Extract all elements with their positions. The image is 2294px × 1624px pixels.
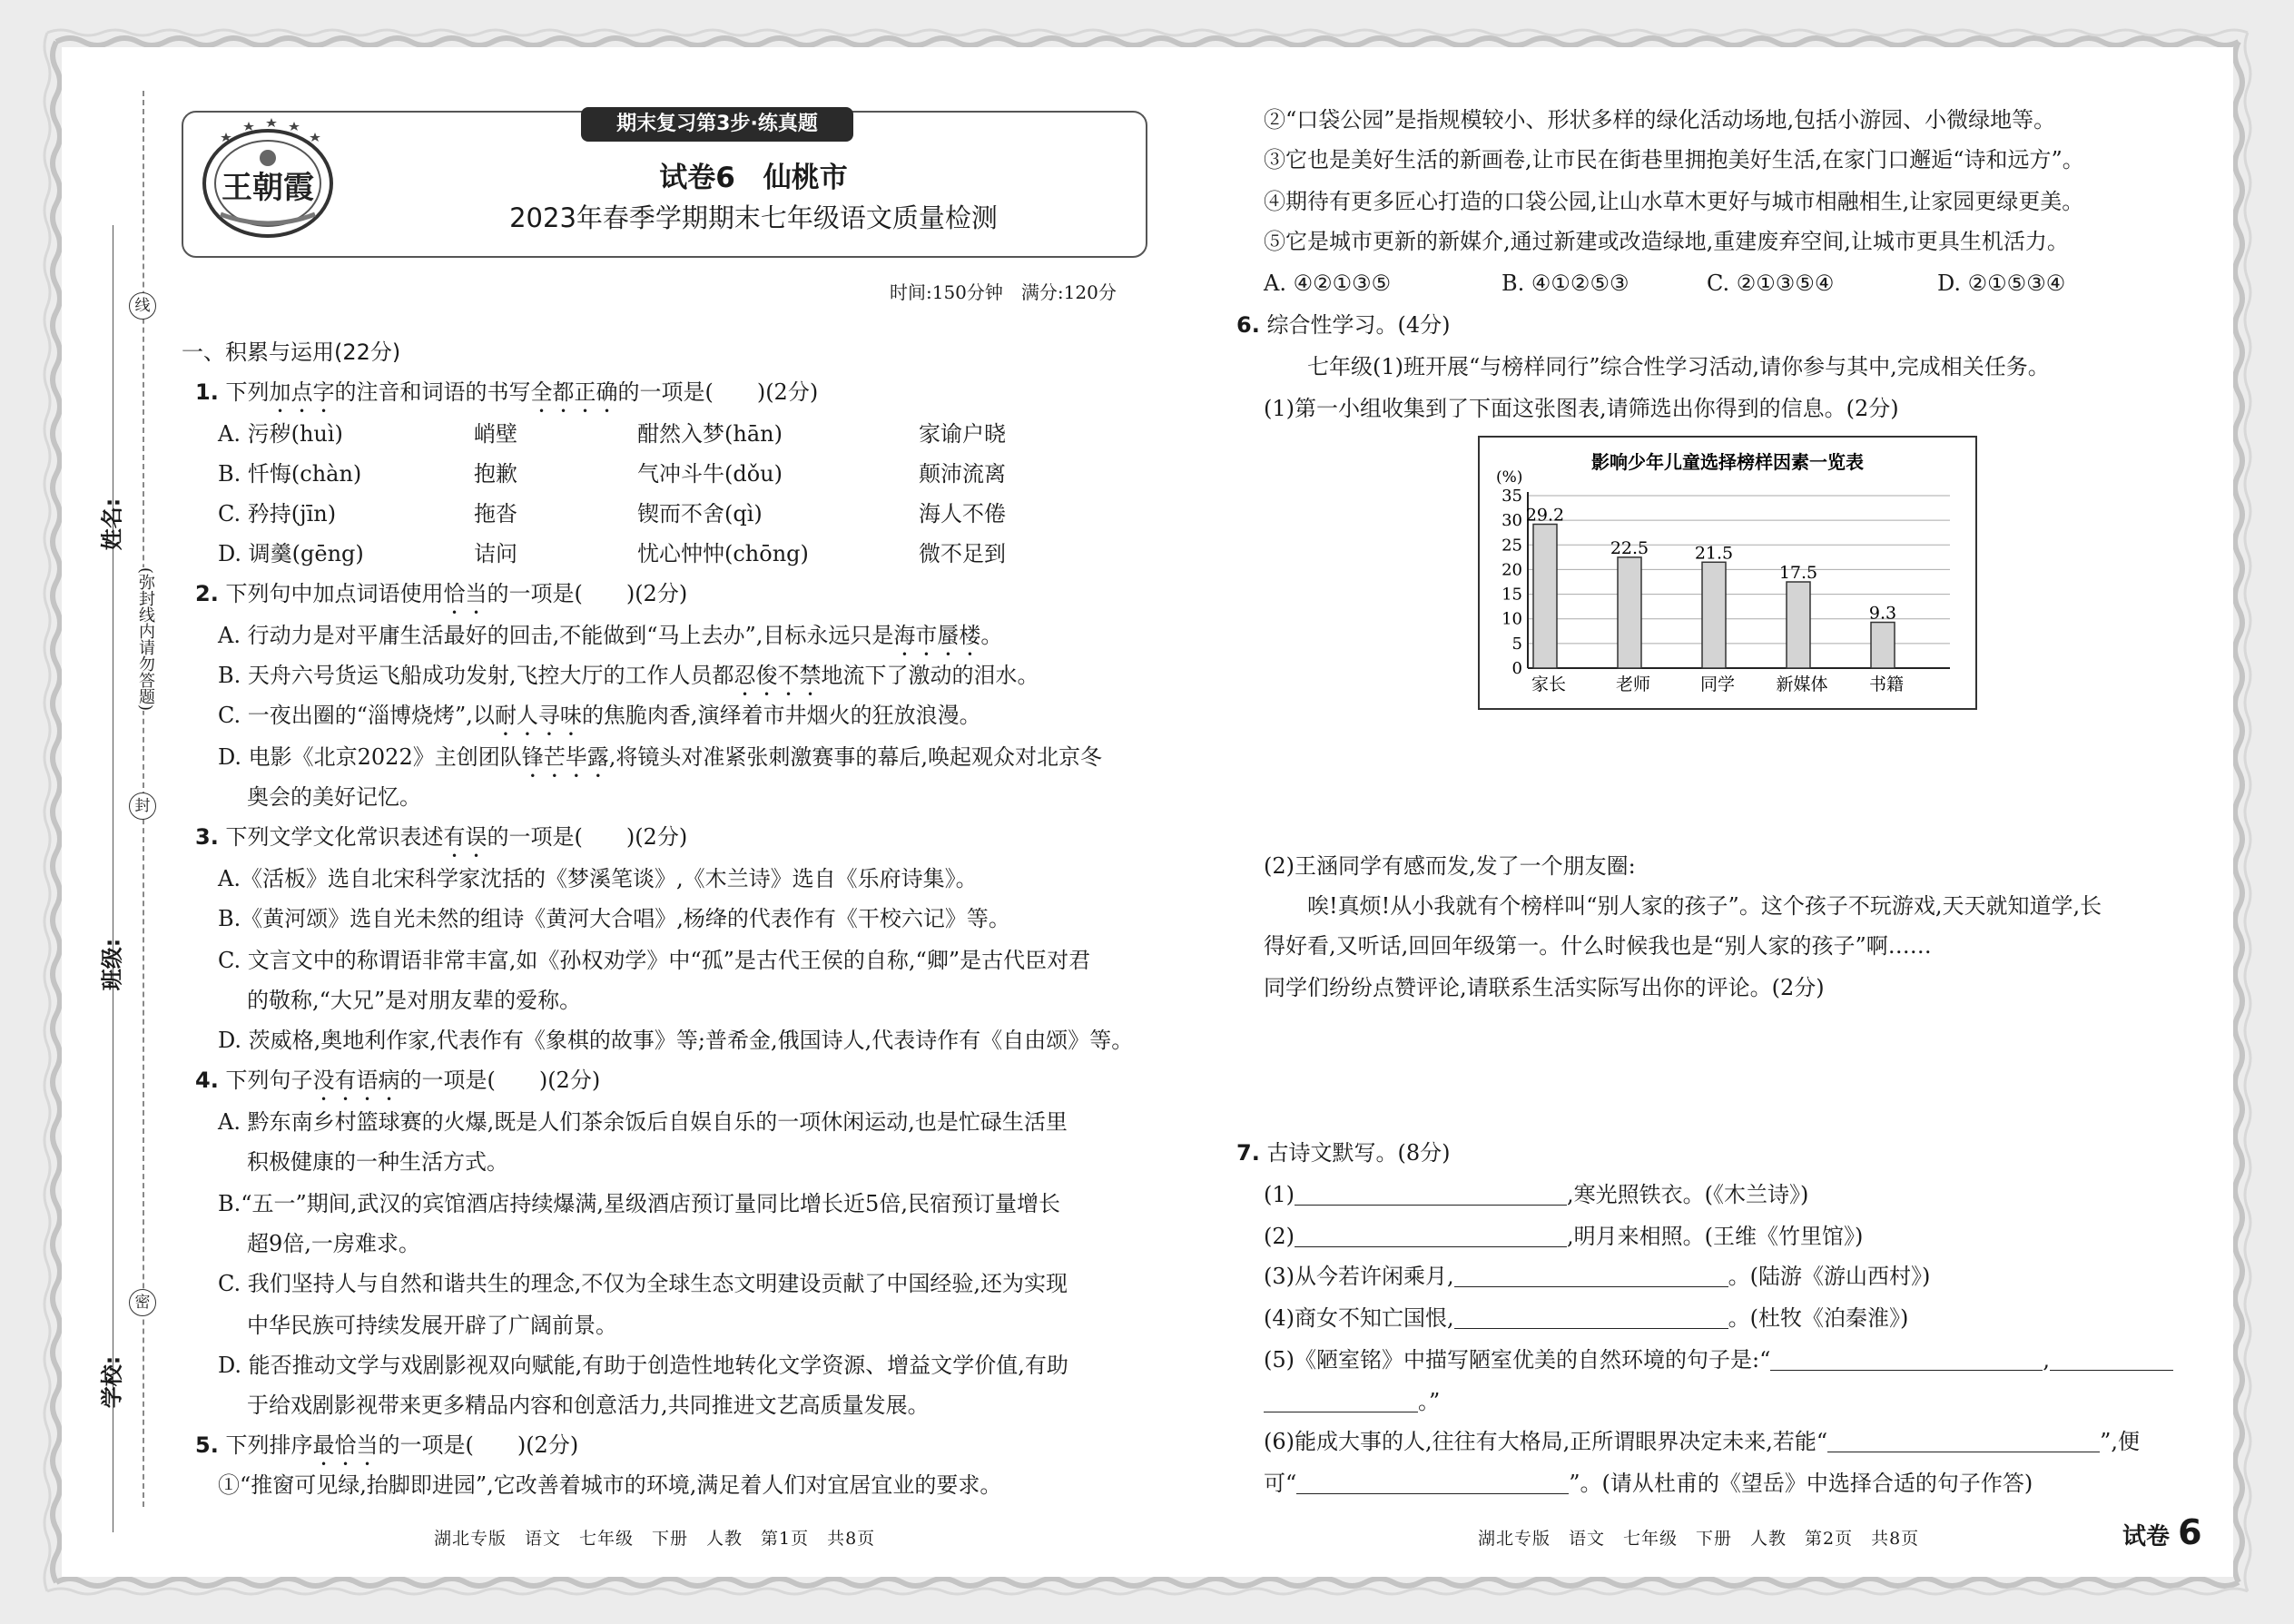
q3-option-d[interactable]: D. 茨威格,奥地利作家,代表作有《象棋的故事》等;普希金,俄国诗人,代表诗作有《自由颂》等。: [218, 1028, 1134, 1053]
q2-option-a[interactable]: A. 行动力是对平庸生活最好的回击,不能做到“马上去办”,目标永远只是海市蜃楼。: [218, 623, 1003, 648]
q7-line4: [1264, 1304, 1908, 1333]
q4-stem: 4. 下列句子没有语病的一项是( )(2分): [195, 1068, 601, 1093]
bar-家长: [1533, 524, 1557, 668]
q3-option-c[interactable]: C. 文言文中的称谓语非常丰富,如《孙权劝学》中“孤”是古代王侯的自称,“卿”是古代臣对君: [218, 948, 1091, 973]
q6-part1: (1)第一小组收集到了下面这张图表,请筛选出你得到的信息。(2分): [1264, 396, 1899, 421]
binding-notice: (弥封线内请勿答题): [128, 567, 155, 711]
q6-intro: 七年级(1)班开展“与榜样同行”综合性学习活动,请你参与其中,完成相关任务。: [1307, 354, 2050, 379]
bar-value-label: 9.3: [1868, 603, 1897, 624]
q2-option-d[interactable]: D. 电影《北京2022》主创团队锋芒毕露,将镜头对准紧张刺激赛事的幕后,唤起观众对北京冬: [218, 744, 1102, 770]
q1-stem: 1. 下列加点字的注音和词语的书写全都正确的一项是( )(2分): [195, 379, 819, 405]
q7-blank-6[interactable]: [2050, 1346, 2173, 1371]
q3-option-b[interactable]: B.《黄河颂》选自光未然的组诗《黄河大合唱》,杨绛的代表作有《干校六记》等。: [218, 906, 1010, 931]
paper-badge-label: 试卷: [2122, 1523, 2171, 1550]
q1-option-c-cell-1[interactable]: C. 矜持(jīn): [218, 501, 337, 527]
x-category-label: 老师: [1615, 674, 1651, 694]
q7-stem: 7. 古诗文默写。(8分): [1236, 1140, 1451, 1166]
q2-option-c[interactable]: C. 一夜出圈的“淄博烧烤”,以耐人寻味的焦脆肉香,演绎着市井烟火的狂放浪漫。: [218, 703, 981, 728]
q3-option-c-cont: 的敬称,“大兄”是对朋友辈的爱称。: [247, 988, 582, 1013]
q4-option-b-cont: 超9倍,一房难求。: [247, 1231, 420, 1256]
q1-option-c-cell-2: 拖沓: [474, 501, 517, 527]
q4-option-c[interactable]: C. 我们坚持人与自然和谐共生的理念,不仅为全球生态文明建设贡献了中国经验,还为实现: [218, 1271, 1068, 1296]
q4-option-b[interactable]: B.“五一”期间,武汉的宾馆酒店持续爆满,星级酒店预订量同比增长近5倍,民宿预订量增长: [218, 1191, 1060, 1216]
q1-option-d-cell-3: 忧心忡忡(chōng): [637, 541, 809, 566]
factor-bar-chart: [1478, 436, 1977, 710]
q2-option-b[interactable]: B. 天舟六号货运飞船成功发射,飞控大厅的工作人员都忍俊不禁地流下了激动的泪水。: [218, 663, 1039, 688]
q4-option-a[interactable]: A. 黔东南乡村篮球赛的火爆,既是人们茶余饭后自娱自乐的一项休闲运动,也是忙碌生活里: [218, 1109, 1068, 1135]
q5-option-b[interactable]: B. ④①②⑤③: [1501, 271, 1629, 296]
q4-option-d-cont: 于给戏剧影视带来更多精品内容和创意活力,共同推进文艺高质量发展。: [247, 1393, 930, 1418]
q7-blank-2[interactable]: [1295, 1223, 1567, 1247]
q5-sentence-5: ⑤它是城市更新的新媒介,通过新建或改造绿地,重建废弃空间,让城市更具生机活力。: [1264, 229, 2069, 254]
q6-stem: 6. 综合性学习。(4分): [1236, 312, 1451, 338]
school-label: 学校:: [99, 1355, 125, 1409]
q5-sentence-2: ②“口袋公园”是指规模较小、形状多样的绿化活动场地,包括小游园、小微绿地等。: [1264, 107, 2056, 133]
q1-option-d-cell-1[interactable]: D. 调羹(gēng): [218, 541, 364, 566]
q6-ask: 同学们纷纷点赞评论,请联系生活实际写出你的评论。(2分): [1264, 975, 1825, 1000]
q5-stem: 5. 下列排序最恰当的一项是( )(2分): [195, 1432, 579, 1458]
q7-blank-3[interactable]: [1454, 1263, 1728, 1287]
footer-right: 湖北专版 语文 七年级 下册 人教 第2页 共8页: [1478, 1529, 1920, 1549]
q1-option-b-cell-2: 抱歉: [474, 461, 517, 487]
q5-option-a[interactable]: A. ④②①③⑤: [1264, 271, 1392, 296]
y-tick-label: 35: [1501, 487, 1522, 506]
q7-line4-suffix: 。(杜牧《泊秦淮》): [1728, 1305, 1909, 1331]
q7-blank-1[interactable]: [1295, 1181, 1567, 1206]
bar-书籍: [1871, 623, 1895, 668]
bar-value-label: 22.5: [1610, 537, 1649, 558]
paper-title: 试卷6 仙桃市: [659, 162, 848, 194]
q7-blank-7[interactable]: [1264, 1388, 1418, 1412]
y-tick-label: 5: [1511, 634, 1522, 654]
q1-option-d-cell-4: 微不足到: [919, 541, 1006, 566]
q4-option-a-cont: 积极健康的一种生活方式。: [247, 1149, 508, 1175]
q1-option-c-cell-3: 锲而不舍(qì): [637, 501, 763, 527]
q1-option-b-cell-3: 气冲斗牛(dǒu): [637, 461, 783, 487]
q7-line7: [1264, 1469, 2033, 1498]
q7-line2: [1264, 1222, 1863, 1251]
binding-mark-feng: 封: [129, 792, 156, 820]
q2-stem: 2. 下列句中加点词语使用恰当的一项是( )(2分): [195, 581, 688, 606]
y-tick-label: 15: [1501, 585, 1522, 605]
q4-option-d[interactable]: D. 能否推动文学与戏剧影视双向赋能,有助于创造性地转化文学资源、增益文学价值,有助: [218, 1353, 1068, 1378]
bar-value-label: 21.5: [1694, 543, 1734, 564]
q7-line1-prefix: (1): [1264, 1182, 1295, 1207]
q5-sentence-4: ④期待有更多匠心打造的口袋公园,让山水草木更好与城市相融相生,让家园更绿更美。: [1264, 189, 2084, 214]
q3-option-a[interactable]: A.《活板》选自北宋科学家沈括的《梦溪笔谈》,《木兰诗》选自《乐府诗集》。: [218, 866, 978, 891]
q1-option-d-cell-2: 诘问: [474, 541, 517, 566]
q7-line5: [1264, 1345, 2173, 1374]
q7-line3-suffix: 。(陆游《游山西村》): [1728, 1264, 1931, 1289]
q7-line1: [1264, 1180, 1808, 1209]
chart-title: 影响少年儿童选择榜样因素一览表: [1591, 451, 1864, 473]
q7-line1-suffix: ,寒光照铁衣。(《木兰诗》): [1567, 1182, 1809, 1207]
chart-y-label: (%): [1496, 468, 1523, 487]
paper-badge-number: 6: [2178, 1512, 2202, 1552]
q7-line4-prefix: (4)商女不知亡国恨,: [1264, 1305, 1454, 1331]
q7-blank-4[interactable]: [1454, 1304, 1728, 1329]
x-category-label: 新媒体: [1776, 674, 1828, 694]
q5-option-c[interactable]: C. ②①③⑤④: [1707, 271, 1835, 296]
q3-stem: 3. 下列文学文化常识表述有误的一项是( )(2分): [195, 824, 688, 850]
y-tick-label: 25: [1501, 536, 1522, 556]
q7-line7-prefix: 可“: [1264, 1471, 1297, 1496]
ribbon-label: 期末复习第3步·练真题: [581, 107, 853, 142]
q7-blank-9[interactable]: [1296, 1470, 1569, 1494]
q7-line6-prefix: (6)能成大事的人,往往有大格局,正所谓眼界决定未来,若能“: [1264, 1429, 1828, 1454]
binding-mark-mi: 密: [129, 1289, 156, 1316]
class-label: 班级:: [99, 938, 125, 991]
q1-option-b-cell-4: 颠沛流离: [919, 461, 1006, 487]
q7-line3: [1264, 1262, 1930, 1291]
paper-subtitle: 2023年春季学期期末七年级语文质量检测: [509, 202, 998, 233]
q2-option-d-cont: 奥会的美好记忆。: [247, 784, 421, 810]
q1-option-a-cell-2: 峭壁: [474, 421, 517, 447]
paper-badge: [2122, 1512, 2202, 1552]
bar-新媒体: [1787, 582, 1810, 668]
publisher-seal: [195, 116, 340, 243]
name-label: 姓名:: [99, 497, 125, 551]
time-info: 时间:150分钟 满分:120分: [890, 281, 1117, 303]
q7-blank-5[interactable]: [1770, 1346, 2043, 1371]
q7-line6: [1264, 1427, 2140, 1456]
y-tick-label: 30: [1501, 511, 1522, 531]
bar-老师: [1618, 557, 1641, 668]
y-tick-label: 10: [1501, 609, 1522, 629]
q1-option-a-cell-1[interactable]: A. 污秽(huì): [218, 421, 343, 447]
q7-line2-suffix: ,明月来相照。(王维《竹里馆》): [1567, 1224, 1864, 1249]
footer-left: 湖北专版 语文 七年级 下册 人教 第1页 共8页: [434, 1529, 876, 1549]
bar-value-label: 29.2: [1525, 505, 1565, 526]
q5-sentence-1: ①“推窗可见绿,抬脚即进园”,它改善着城市的环境,满足着人们对宜居宜业的要求。: [218, 1472, 1002, 1498]
q7-line5-prefix: (5)《陋室铭》中描写陋室优美的自然环境的句子是:“: [1264, 1347, 1771, 1373]
q1-option-a-cell-3: 酣然入梦(hān): [637, 421, 783, 447]
binding-mark-xian: 线: [129, 292, 156, 320]
q7-line7-suffix: ”。(请从杜甫的《望岳》中选择合适的句子作答): [1569, 1471, 2033, 1496]
q7-line2-prefix: (2): [1264, 1224, 1295, 1249]
x-category-label: 家长: [1531, 674, 1567, 694]
q6-post-line1: 唉!真烦!从小我就有个榜样叫“别人家的孩子”。这个孩子不玩游戏,天天就知道学,长: [1307, 893, 2102, 919]
q1-option-a-cell-4: 家谕户晓: [919, 421, 1006, 447]
q6-part2: (2)王涵同学有感而发,发了一个朋友圈:: [1264, 853, 1636, 879]
q1-option-c-cell-4: 海人不倦: [919, 501, 1006, 527]
q7-line5-end: 。”: [1418, 1389, 1441, 1414]
section1-title: 一、积累与运用(22分): [182, 340, 401, 365]
bar-同学: [1702, 562, 1726, 668]
y-tick-label: 0: [1511, 659, 1522, 678]
q7-line5-cont: [1264, 1387, 1440, 1416]
bar-value-label: 17.5: [1778, 563, 1818, 583]
q7-line5-comma: ,: [2043, 1347, 2050, 1373]
q7-line3-prefix: (3)从今若许闲乘月,: [1264, 1264, 1454, 1289]
q6-post-line2: 得好看,又听话,回回年级第一。什么时候我也是“别人家的孩子”啊……: [1264, 933, 1932, 959]
y-tick-label: 20: [1501, 560, 1522, 580]
x-category-label: 同学: [1699, 674, 1736, 694]
q1-option-b-cell-1[interactable]: B. 忏悔(chàn): [218, 461, 362, 487]
q5-option-d[interactable]: D. ②①⑤③④: [1937, 271, 2066, 296]
q7-line6-suffix: ”,便: [2100, 1429, 2141, 1454]
q7-blank-8[interactable]: [1827, 1428, 2100, 1452]
logo-text: 王朝霞: [222, 170, 314, 206]
q4-option-c-cont: 中华民族可持续发展开辟了广阔前景。: [247, 1313, 617, 1338]
x-category-label: 书籍: [1868, 674, 1905, 694]
q5-sentence-3: ③它也是美好生活的新画卷,让市民在街巷里拥抱美好生活,在家门口邂逅“诗和远方”。: [1264, 147, 2084, 172]
